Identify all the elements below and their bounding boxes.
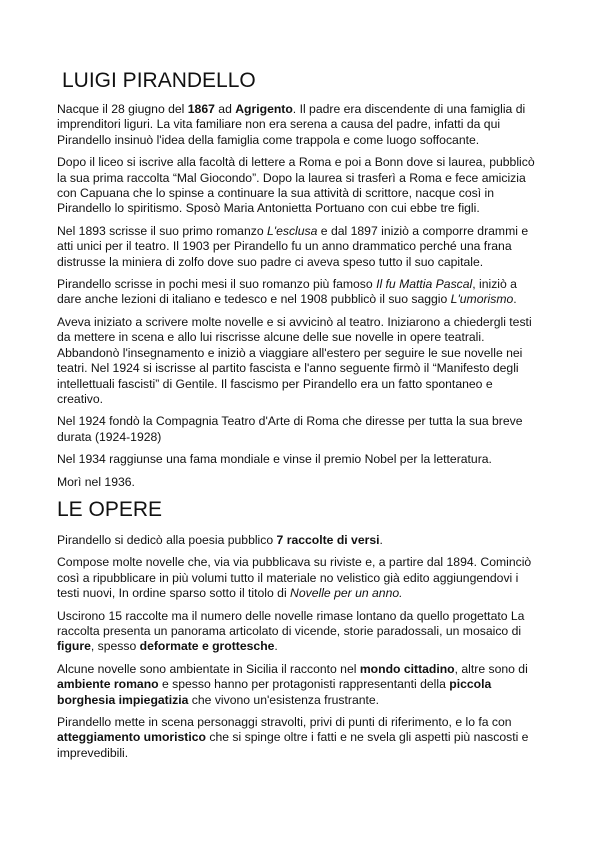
text-span: ad (214, 102, 236, 116)
text-span: e dal 1897 iniziò a comporre drammi e atti unici per il teatro. Il 1903 per Pirandello fu un anno drammatico perché una frana distrusse la miniera di zolfo dove suo padre ci aveva speso tutto il suo capitale. (57, 223, 529, 269)
bold-year: 1867 (187, 102, 215, 116)
page-title: LUIGI PIRANDELLO (62, 69, 256, 92)
text-span: , iniziò a dare anche lezioni di italiano e tedesco e nel 1908 pubblicò il suo saggio (57, 277, 517, 307)
bold-phrase: deformate e grottesche (139, 639, 275, 654)
works-paragraph-4 (57, 662, 541, 708)
bio-paragraph-1 (57, 102, 541, 148)
text-span: . Il padre era discendente di una famiglia di imprenditori liguri. La vita familiare non era serena a causa del padre, infatti da qui Pirandello insinuò l'idea della famiglia come trappola e come luogo soffocante. (57, 102, 526, 147)
text-span: , spesso (90, 639, 140, 654)
section-title: LE OPERE (57, 497, 163, 521)
bio-paragraph-7: Nel 1934 raggiunse una fama mondiale e vinse il premio Nobel per la letteratura. (57, 452, 492, 467)
bold-phrase: mondo cittadino (359, 661, 455, 676)
text-span: Nacque il 28 giugno del (57, 102, 188, 116)
text-span: Pirandello scrisse in pochi mesi il suo romanzo più famoso (57, 277, 377, 292)
bold-phrase: 7 raccolte di versi (276, 532, 380, 547)
italic-title: Il fu Mattia Pascal (376, 277, 473, 292)
text-span: . (379, 532, 383, 547)
italic-title: L'esclusa (266, 223, 318, 238)
bio-paragraph-4 (57, 277, 541, 308)
bio-paragraph-5: Aveva iniziato a scrivere molte novelle e si avvicinò al teatro. Iniziarono a chiedergli testi da mettere in scena e allo lui riscrisse alcune delle sue novelle in opere teatrali. Abbandonò l'insegnamento e iniziò a viaggiare all'estero per seguire le sue novelle nei teatri. Nel 1924 si iscrisse al partito fascista e l'anno seguente firmò il “Manifesto degli intellettuali fascisti” di Gentile. Il fascismo per Pirandello era un fatto spontaneo e creativo. (57, 314, 532, 406)
bio-paragraph-2: Dopo il liceo si iscrive alla facoltà di lettere a Roma e poi a Bonn dove si laurea, pubblicò la sua prima raccolta “Mal Giocondo”. Dopo la laurea si trasferì a Roma e fece amicizia con Capuana che lo spinse a continuare la sua attività di scrittore, nacque così in Pirandello lo spiritismo. Sposò Maria Antonietta Portuano con cui ebbe tre figli. (57, 155, 535, 216)
text-span: . (513, 292, 517, 307)
text-span: Uscirono 15 raccolte ma il numero delle novelle rimase lontano da quello progettato La raccolta presenta un panorama articolato di vicende, storie paradossali, un mosaico di (57, 608, 525, 638)
text-span: che si spinge oltre i fatti e ne svela gli aspetti più nascosti e imprevedibili. (57, 730, 529, 760)
bio-paragraph-6: Nel 1924 fondò la Compagnia Teatro d'Arte di Roma che diresse per tutta la sua breve durata (1924-1928) (57, 414, 523, 444)
bold-phrase: ambiente romano (57, 677, 159, 692)
text-span: Alcune novelle sono ambientate in Sicilia il racconto nel (57, 661, 360, 676)
bold-city: Agrigento (235, 102, 293, 116)
text-span: . (274, 639, 278, 654)
document-page (57, 68, 541, 768)
text-span: Compose molte novelle che, via via pubblicava su riviste e, a partire dal 1894. Cominciò così a ripubblicare in più volumi tutto il materiale no velistico già edito aggiungendovi i testi nuovi, In ordine sparso sotto il titolo di (57, 555, 532, 601)
text-span: Pirandello mette in scena personaggi stravolti, privi di punti di riferimento, e lo fa con (57, 715, 512, 729)
bold-phrase: atteggiamento umoristico (57, 730, 206, 745)
works-paragraph-3 (57, 609, 541, 655)
text-span: che vivono un'esistenza frustrante. (188, 692, 380, 707)
works-paragraph-1 (57, 533, 541, 548)
works-paragraph-5 (57, 715, 541, 761)
text-span: Nel 1893 scrisse il suo primo romanzo (57, 223, 267, 238)
text-span: , altre sono di (454, 661, 528, 676)
bio-paragraph-3 (57, 224, 541, 270)
text-span: Pirandello si dedicò alla poesia pubblico (57, 532, 277, 547)
bio-paragraph-8: Morì nel 1936. (57, 474, 135, 489)
bold-phrase: piccola borghesia impiegatizia (57, 677, 492, 707)
works-paragraph-2 (57, 555, 541, 601)
italic-title: Novelle per un anno. (290, 586, 403, 601)
text-span: e spesso hanno per protagonisti rappresentanti della (158, 677, 450, 692)
italic-title: L'umorismo (450, 292, 514, 307)
bold-phrase: figure (57, 639, 91, 654)
